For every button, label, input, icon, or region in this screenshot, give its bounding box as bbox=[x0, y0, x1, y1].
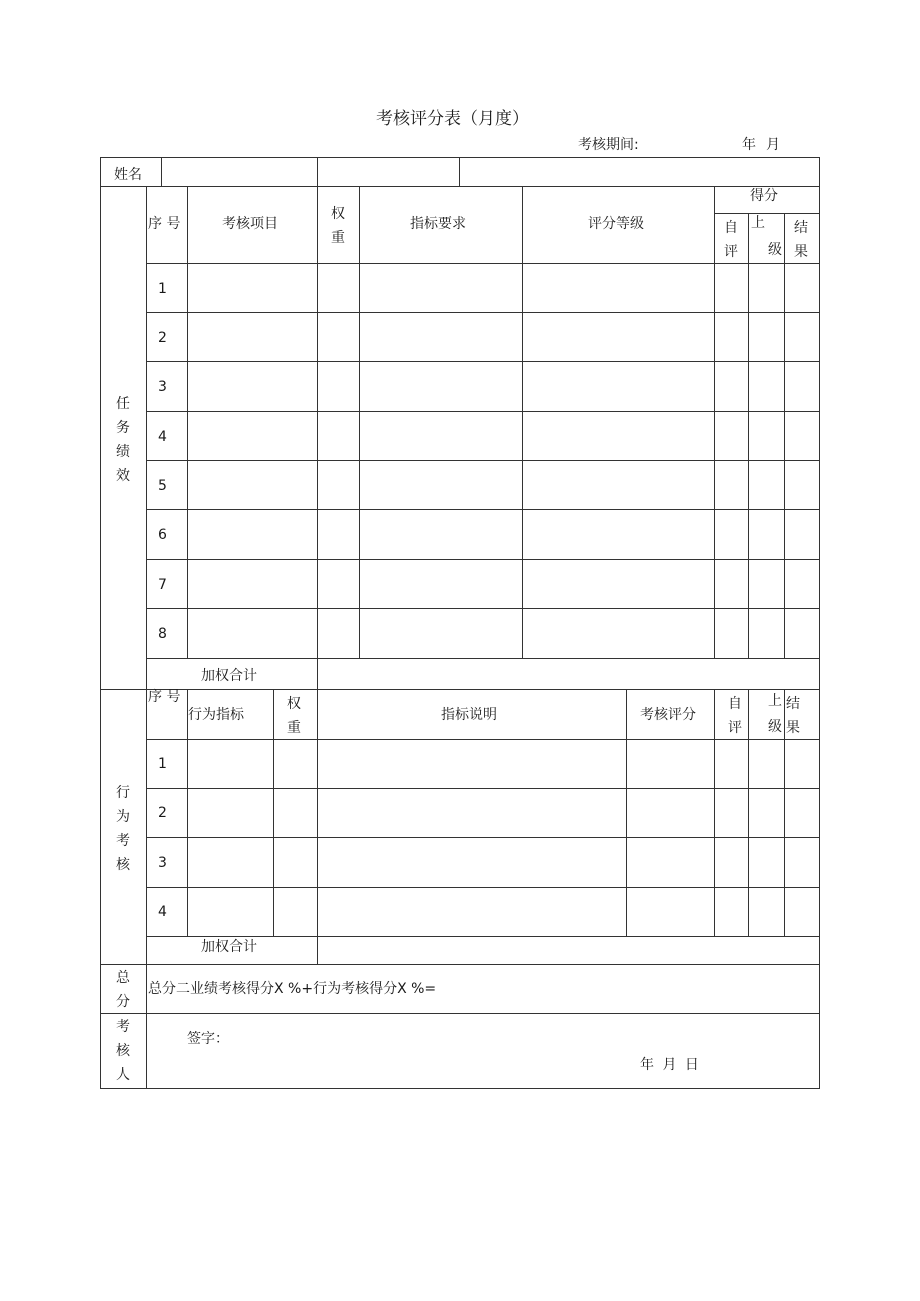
behavior-header-superior-2: 级 bbox=[768, 719, 782, 735]
task-weighted-total-label: 加权合计 bbox=[201, 668, 257, 684]
behavior-header-superior-1: 上 bbox=[768, 693, 782, 709]
task-header-seq: 序 号 bbox=[148, 216, 181, 232]
period-year: 年 bbox=[742, 137, 756, 153]
period-label: 考核期间: bbox=[578, 137, 639, 153]
task-row-number: 6 bbox=[158, 527, 167, 543]
behavior-row-number: 2 bbox=[158, 805, 167, 821]
task-row-number: 3 bbox=[158, 379, 167, 395]
task-section-label: 任 务 绩 效 bbox=[116, 396, 130, 484]
task-row-number: 4 bbox=[158, 429, 167, 445]
task-header-score: 得分 bbox=[750, 188, 778, 204]
task-row-number: 7 bbox=[158, 577, 167, 593]
task-header-weight-2: 重 bbox=[331, 230, 345, 246]
signature-label: 签字： bbox=[187, 1031, 229, 1047]
behavior-header-weight-1: 权 bbox=[287, 696, 301, 712]
task-header-superior-1: 上 bbox=[751, 215, 765, 231]
task-header-item: 考核项目 bbox=[222, 216, 278, 232]
behavior-header-result-1: 结 bbox=[786, 696, 800, 712]
behavior-header-rating: 考核评分 bbox=[640, 707, 696, 723]
total-formula: 总分二业绩考核得分X %+行为考核得分X %= bbox=[148, 981, 437, 997]
task-row-number: 1 bbox=[158, 281, 167, 297]
task-row-number: 5 bbox=[158, 478, 167, 494]
total-label: 总 分 bbox=[116, 970, 130, 1010]
task-header-self-2: 评 bbox=[724, 244, 738, 260]
task-header-result-2: 果 bbox=[794, 244, 808, 260]
task-header-result-1: 结 bbox=[794, 220, 808, 236]
form-title: 考核评分表（月度） bbox=[376, 109, 529, 129]
behavior-row-number: 3 bbox=[158, 855, 167, 871]
behavior-header-self-1: 自 bbox=[728, 696, 742, 712]
behavior-header-result-2: 果 bbox=[786, 720, 800, 736]
behavior-header-indicator: 行为指标 bbox=[188, 707, 244, 723]
task-header-grade: 评分等级 bbox=[588, 216, 644, 232]
name-field[interactable] bbox=[162, 158, 316, 185]
name-label: 姓名 bbox=[114, 167, 142, 183]
task-header-weight-1: 权 bbox=[331, 206, 345, 222]
behavior-header-weight-2: 重 bbox=[287, 720, 301, 736]
behavior-section-label: 行 为 考 核 bbox=[116, 785, 130, 873]
behavior-weighted-total-label: 加权合计 bbox=[201, 939, 257, 955]
behavior-row-number: 1 bbox=[158, 756, 167, 772]
signature-date: 年 月 日 bbox=[640, 1057, 699, 1073]
task-header-superior-2: 级 bbox=[768, 242, 782, 258]
period-month: 月 bbox=[766, 137, 780, 153]
behavior-header-self-2: 评 bbox=[728, 720, 742, 736]
reviewer-label: 考 核 人 bbox=[116, 1019, 130, 1083]
behavior-header-seq: 序 号 bbox=[148, 689, 181, 705]
behavior-row-number: 4 bbox=[158, 904, 167, 920]
task-row-number: 2 bbox=[158, 330, 167, 346]
task-header-requirement: 指标要求 bbox=[410, 216, 466, 232]
task-row-number: 8 bbox=[158, 626, 167, 642]
behavior-header-description: 指标说明 bbox=[441, 707, 497, 723]
task-header-self-1: 自 bbox=[724, 220, 738, 236]
